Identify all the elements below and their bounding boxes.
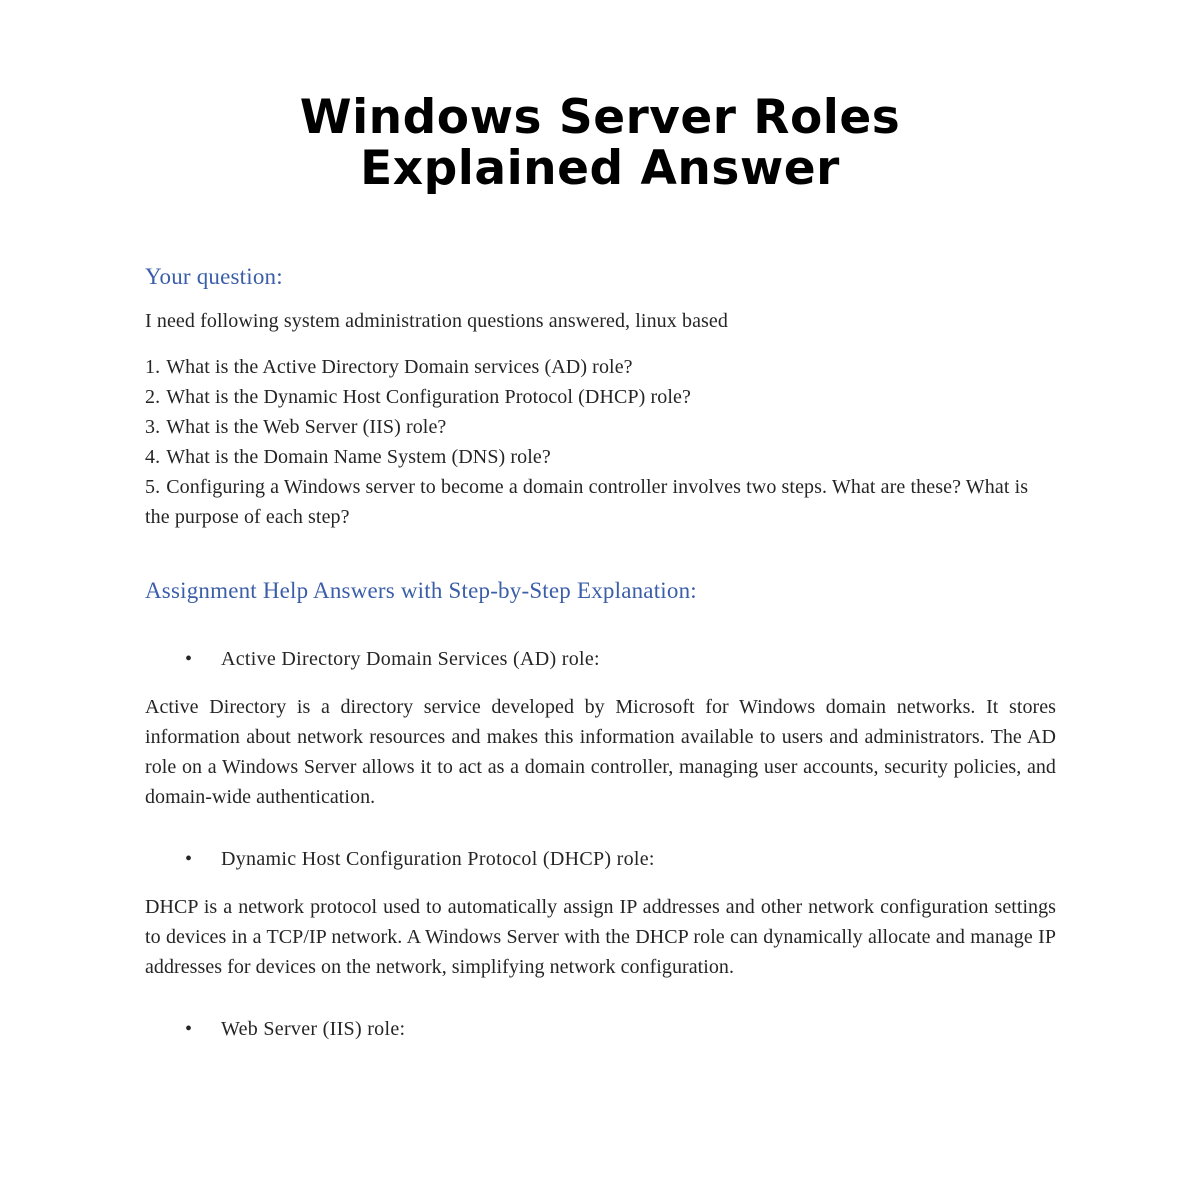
question-item-number: 5. (145, 476, 161, 498)
question-item-number: 3. (145, 416, 161, 438)
question-list-item (145, 442, 1056, 472)
page-title (0, 92, 1200, 194)
answer-paragraph: DHCP is a network protocol used to automatically assign IP addresses and other network configuration settings to devices in a TCP/IP network. A Windows Server with the DHCP role can dynamically allocate and manage IP addresses for devices on the network, simplifying network configuration. (145, 896, 1056, 978)
answer-paragraph: Active Directory is a directory service developed by Microsoft for Windows domain networks. It stores information about network resources and makes this information available to users and administrators. The AD role on a Windows Server allows it to act as a domain controller, managing user accounts, security policies, and domain-wide authentication. (145, 696, 1056, 808)
bullet-dot-icon: • (185, 848, 193, 870)
question-item-text: What is the Active Directory Domain services (AD) role? (166, 356, 633, 378)
answer-bullet-item (145, 644, 1056, 674)
spacer (145, 606, 1056, 644)
question-list-item (145, 382, 1056, 412)
question-list-item (145, 352, 1056, 382)
answer-section-heading: Assignment Help Answers with Step-by-Step Explanation: (145, 578, 697, 603)
answer-bullet-label: Dynamic Host Configuration Protocol (DHCP) role: (221, 848, 655, 870)
answer-bullet-label: Active Directory Domain Services (AD) role: (221, 648, 600, 670)
question-item-text: What is the Domain Name System (DNS) role? (166, 446, 551, 468)
question-intro-text: I need following system administration questions answered, linux based (145, 310, 729, 332)
question-item-number: 2. (145, 386, 161, 408)
question-section-heading: Your question: (145, 264, 283, 289)
spacer (145, 674, 1056, 692)
question-item-text: Configuring a Windows server to become a domain controller involves two steps. What are these? What is the purpose of each step? (145, 476, 1029, 528)
page-title-line-2: Explained Answer (360, 141, 840, 196)
spacer (145, 874, 1056, 892)
answer-bullet-label: Web Server (IIS) role: (221, 1018, 406, 1040)
question-item-text: What is the Web Server (IIS) role? (166, 416, 447, 438)
bullet-dot-icon: • (185, 648, 193, 670)
question-item-number: 1. (145, 356, 161, 378)
spacer (145, 812, 1056, 844)
answer-bullet-item (145, 844, 1056, 874)
question-item-text: What is the Dynamic Host Configuration Protocol (DHCP) role? (166, 386, 692, 408)
question-list-item (145, 472, 1056, 532)
question-list-item (145, 412, 1056, 442)
spacer (145, 982, 1056, 1014)
page-title-line-1: Windows Server Roles (299, 90, 901, 145)
spacer (145, 532, 1056, 576)
document-body (145, 262, 1056, 1044)
question-item-number: 4. (145, 446, 161, 468)
answer-bullet-item (145, 1014, 1056, 1044)
spacer (145, 292, 1056, 306)
question-list (145, 352, 1056, 532)
spacer (145, 336, 1056, 352)
bullet-dot-icon: • (185, 1018, 193, 1040)
